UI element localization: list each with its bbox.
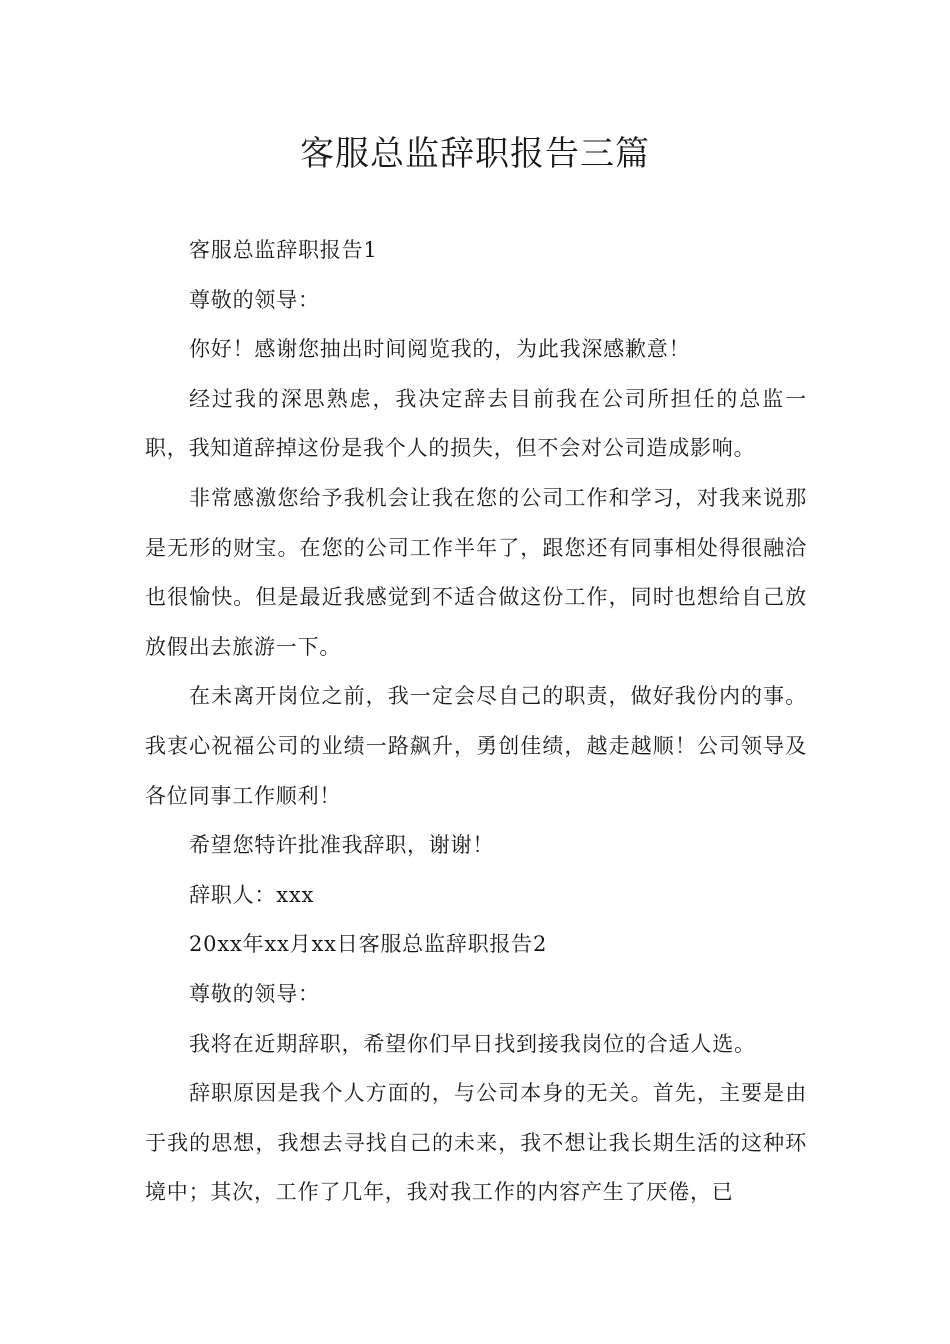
- paragraph-date-report-2-heading: 20xx年xx月xx日客服总监辞职报告2: [189, 932, 548, 957]
- paragraph-salutation-2: 尊敬的领导：: [189, 981, 320, 1006]
- paragraph-salutation: 尊敬的领导：: [189, 287, 320, 312]
- paragraph-duties: 在未离开岗位之前，我一定会尽自己的职责，做好我份内的事。我衷心祝福公司的业绩一路飙升，勇创佳绩，越走越顺！公司领导及各位同事工作顺利！: [145, 684, 807, 808]
- document-body: [145, 226, 807, 1218]
- paragraph-report-1-heading: 客服总监辞职报告1: [189, 238, 378, 262]
- paragraph-reasons: 辞职原因是我个人方面的，与公司本身的无关。首先，主要是由于我的思想，我想去寻找自己的未来，我不想让我长期生活的这种环境中；其次，工作了几年，我对我工作的内容产生了厌倦，已: [145, 1081, 807, 1205]
- paragraph-gratitude: 非常感激您给予我机会让我在您的公司工作和学习，对我来说那是无形的财宝。在您的公司工作半年了，跟您还有同事相处得很融洽也很愉快。但是最近我感觉到不适合做这份工作，同时也想给自己放放假出去旅游一下。: [145, 485, 807, 659]
- paragraph-intent: 我将在近期辞职，希望你们早日找到接我岗位的合适人选。: [189, 1031, 756, 1056]
- paragraph-signature: 辞职人：xxx: [189, 882, 315, 907]
- paragraph-decision: 经过我的深思熟虑，我决定辞去目前我在公司所担任的总监一职，我知道辞掉这份是我个人的损失，但不会对公司造成影响。: [145, 386, 807, 461]
- paragraph-greeting: 你好！感谢您抽出时间阅览我的，为此我深感歉意！: [189, 337, 691, 362]
- paragraph-request: 希望您特许批准我辞职，谢谢！: [189, 833, 495, 858]
- document-title: 客服总监辞职报告三篇: [300, 134, 650, 174]
